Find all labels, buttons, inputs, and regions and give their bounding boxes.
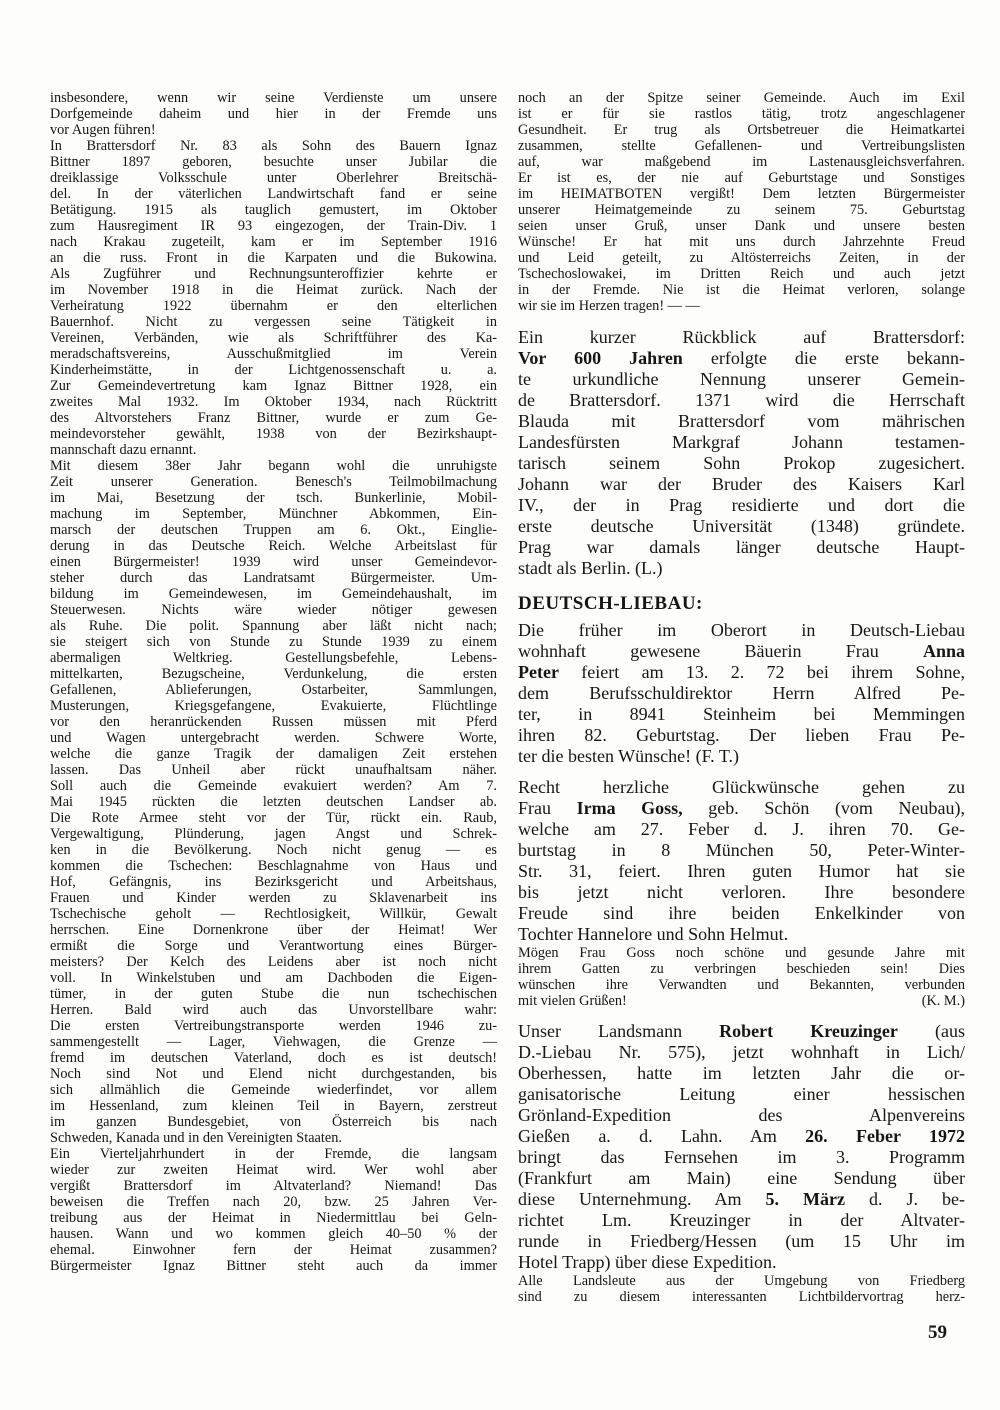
text-line: sie steigert sich von Stunde zu Stunde 1939 zu einem: [50, 634, 497, 650]
text-line: einen Bürgermeister! 1939 wird unser Gemeindevor-: [50, 554, 497, 570]
text-line: fremd im deutschen Vaterland, doch es ist deutsch!: [50, 1050, 497, 1066]
text-line: des Altvorstehers Franz Bittner, wurde er zum Ge-: [50, 410, 497, 426]
text-line: de Brattersdorf. 1371 wird die Herrschaft: [518, 390, 965, 410]
text-line: sind zu diesem interessanten Lichtbildervortrag herz-: [518, 1289, 965, 1305]
text-line: auf, war maßgebend im Lastenausgleichsverfahren.: [518, 154, 965, 170]
text-line: vor den heranrückenden Russen müssen mit Pferd: [50, 714, 497, 730]
text-line: Blauda mit Brattersdorf vom mährischen: [518, 411, 965, 431]
text-line: In Brattersdorf Nr. 83 als Sohn des Bauern Ignaz: [50, 138, 497, 154]
paragraph: [50, 458, 497, 1146]
text-line: del. In der väterlichen Landwirtschaft fand er seine: [50, 186, 497, 202]
text-line: Noch sind Not und Elend nicht durchgestanden, bis: [50, 1066, 497, 1082]
text-line: erste deutsche Universität (1348) gründete.: [518, 516, 965, 536]
text-line: bis jetzt nicht verloren. Ihre besondere: [518, 882, 965, 902]
text-line: Hotel Trapp) über diese Expedition.: [518, 1252, 777, 1272]
section-heading-deutsch-liebau: DEUTSCH-LIEBAU:: [518, 593, 703, 614]
text-line: seien unser Gruß, unser Dank und unsere besten: [518, 218, 965, 234]
paragraph-kreuzinger: [518, 1021, 965, 1273]
text-line: burtstag in 8 München 50, Peter-Winter-: [518, 840, 965, 860]
text-line: im Hessenland, zum kleinen Teil in Bayern, zerstreut: [50, 1098, 497, 1114]
text-line: mannschaft dazu ernannt.: [50, 442, 197, 458]
text-line: Gefallenen, Ablieferungen, Ostarbeiter, Sammlungen,: [50, 682, 497, 698]
text-line: ist er für sie rastlos tätig, trotz angeschlagener: [518, 106, 965, 122]
text-line: Gesundheit. Er trug als Ortsbetreuer die Heimatkartei: [518, 122, 965, 138]
text-line: Verheiratung 1922 übernahm er den elterlichen: [50, 298, 497, 314]
text-line: abermaligen Weltkrieg. Gestellungsbefehle, Lebens-: [50, 650, 497, 666]
text-line: te urkundliche Nennung unserer Gemein-: [518, 369, 965, 389]
text-line: ganisatorische Leitung einer hessischen: [518, 1084, 965, 1104]
paragraph-irma-goss: [518, 777, 965, 945]
text-line: Gießen a. d. Lahn. Am 26. Feber 1972: [518, 1126, 965, 1146]
text-line: (Frankfurt am Main) eine Sendung über: [518, 1168, 965, 1188]
text-line: Steuerwesen. Nichts wäre wieder nötiger gewesen: [50, 602, 497, 618]
text-line: Tschechoslowakei, im Dritten Reich und auch jetzt: [518, 266, 965, 282]
text-line: Herren. Bald wird auch das Unvorstellbare wahr:: [50, 1002, 497, 1018]
text-line: Mögen Frau Goss noch schöne und gesunde Jahre mit: [518, 945, 965, 961]
paragraph: [518, 90, 965, 314]
text-line: an die russ. Front in die Karpaten und die Bukowina.: [50, 250, 497, 266]
text-line: bringt das Fernsehen im 3. Programm: [518, 1147, 965, 1167]
text-line: richtet Lm. Kreuzinger in der Altvater-: [518, 1210, 965, 1230]
text-line: stadt als Berlin. (L.): [518, 558, 663, 578]
paragraph-friedberg-invite: [518, 1273, 965, 1305]
text-line: ihren 82. Geburtstag. Der lieben Frau Pe-: [518, 725, 965, 745]
text-line: Frau Irma Goss, geb. Schön (vom Neubau),: [518, 798, 965, 818]
text-line: meradschaftsvereins, Ausschußmitglied im Verein: [50, 346, 497, 362]
text-line: Str. 31, feiert. Ihren guten Humor hat sie: [518, 861, 965, 881]
left-column: [50, 90, 497, 1305]
text-line: ehemal. Einwohner fern der Heimat zusammen?: [50, 1242, 497, 1258]
text-line: dreiklassige Volksschule unter Oberlehrer Breitschä-: [50, 170, 497, 186]
text-line: dem Berufsschuldirektor Herrn Alfred Pe-: [518, 683, 965, 703]
text-line: Die früher im Oberort in Deutsch-Liebau: [518, 620, 965, 640]
text-line: meisters? Der Kelch des Leidens aber ist noch nicht: [50, 954, 497, 970]
text-line: Grönland-Expedition des Alpenvereins: [518, 1105, 965, 1125]
text-line: Wünsche! Er hat mit uns durch Jahrzehnte Freud: [518, 234, 965, 250]
text-line: wieder zur zweiten Heimat wird. Wer wohl aber: [50, 1162, 497, 1178]
text-line: Die ersten Vertreibungstransporte werden 1946 zu-: [50, 1018, 497, 1034]
text-line: meindevorsteher gewählt, 1938 von der Bezirkshaupt-: [50, 426, 497, 442]
text-line: mittelkarten, Bezugscheine, Verdunkelung, die ersten: [50, 666, 497, 682]
text-line: Mai 1945 rückten die letzten deutschen Landser ab.: [50, 794, 497, 810]
text-line: welche am 27. Feber d. J. ihren 70. Ge-: [518, 819, 965, 839]
text-line: Soll auch die Gemeinde evakuiert werden? Am 7.: [50, 778, 497, 794]
text-line: Dorfgemeinde daheim und hier in der Fremde uns: [50, 106, 497, 122]
text-line: und Wagen untergebracht werden. Schwere Worte,: [50, 730, 497, 746]
text-line: bildung im Gemeindewesen, im Gemeindehaushalt, im: [50, 586, 497, 602]
text-columns: [50, 90, 965, 1305]
text-line: lassen. Das Unheil aber rückt unaufhaltsam näher.: [50, 762, 497, 778]
text-line: nach Krakau zugeteilt, kam er im September 1916: [50, 234, 497, 250]
text-line: Zur Gemeindevertretung kam Ignaz Bittner 1928, ein: [50, 378, 497, 394]
text-line: Kinderheimstätte, in der Lichtgenossenschaft u. a.: [50, 362, 497, 378]
text-line: Oberhessen, hatte im letzten Jahr die or-: [518, 1063, 965, 1083]
text-line: Die Rote Armee steht vor der Tür, rückt ein. Raub,: [50, 810, 497, 826]
text-line: Betätigung. 1915 als tauglich gemustert, im Oktober: [50, 202, 497, 218]
text-line: im ganzen Bundesgebiet, von Österreich bis nach: [50, 1114, 497, 1130]
text-line: sich allmählich die Gemeinde wiederfindet, vor allem: [50, 1082, 497, 1098]
text-line: Peter feiert am 13. 2. 72 bei ihrem Sohne,: [518, 662, 965, 682]
text-line: runde in Friedberg/Hessen (um 15 Uhr im: [518, 1231, 965, 1251]
text-line: ter, in 8941 Steinheim bei Memmingen: [518, 704, 965, 724]
text-line: Ein Vierteljahrhundert in der Fremde, die langsam: [50, 1146, 497, 1162]
text-line: ermißt die Sorge und Verantwortung eines Bürger-: [50, 938, 497, 954]
text-line: Unser Landsmann Robert Kreuzinger (aus: [518, 1021, 965, 1041]
text-line: Vergewaltigung, Plünderung, jagen Angst und Schrek-: [50, 826, 497, 842]
text-line: Bittner 1897 geboren, besuchte unser Jubilar die: [50, 154, 497, 170]
right-column: [518, 90, 965, 1305]
text-line: im HEIMATBOTEN vergißt! Dem letzten Bürgermeister: [518, 186, 965, 202]
text-line: derung in das Deutsche Reich. Welche Arbeitslast für: [50, 538, 497, 554]
text-line: Bürgermeister Ignaz Bittner steht auch da immer: [50, 1258, 497, 1274]
text-line: marsch der deutschen Truppen am 6. Okt., Einglie-: [50, 522, 497, 538]
text-line: Frauen und Kinder werden zu Sklavenarbeit ins: [50, 890, 497, 906]
text-line: Schweden, Kanada und in den Vereinigten Staaten.: [50, 1130, 342, 1146]
text-line: Bauernhof. Nicht zu vergessen seine Tätigkeit in: [50, 314, 497, 330]
paragraph: [50, 90, 497, 138]
text-line: als Ruhe. Die polit. Spannung aber läßt nicht nach;: [50, 618, 497, 634]
paragraph: [50, 1146, 497, 1274]
text-line: Vereinen, Verbänden, wie als Schriftführer des Ka-: [50, 330, 497, 346]
text-line: Zeit unserer Generation. Benesch's Teilmobilmachung: [50, 474, 497, 490]
text-line: wir sie im Herzen tragen! — —: [518, 298, 700, 314]
text-line: Ein kurzer Rückblick auf Brattersdorf:: [518, 327, 965, 347]
text-line: diese Unternehmung. Am 5. März d. J. be-: [518, 1189, 965, 1209]
page-number: 59: [928, 1322, 947, 1343]
text-line: zweites Mal 1932. Im Oktober 1934, nach Rücktritt: [50, 394, 497, 410]
paragraph-anna-peter: [518, 620, 965, 767]
paragraph-rueckblick: [518, 327, 965, 579]
text-line: ken in die Bevölkerung. Noch nicht genug — es: [50, 842, 497, 858]
text-line: im November 1918 in die Heimat zurück. Nach der: [50, 282, 497, 298]
text-line: treibung aus der Heimat in Niedermittlau bei Geln-: [50, 1210, 497, 1226]
paragraph: [50, 138, 497, 458]
text-line: D.-Liebau Nr. 575), jetzt wohnhaft in Lich/: [518, 1042, 965, 1062]
text-line: welche die ganze Tragik der damaligen Zeit erstehen: [50, 746, 497, 762]
text-line: ter die besten Wünsche! (F. T.): [518, 746, 739, 766]
text-line: Recht herzliche Glückwünsche gehen zu: [518, 777, 965, 797]
text-line: in der Fremde. Nie ist die Heimat verloren, solange: [518, 282, 965, 298]
text-line: Tschechische geholt — Rechtlosigkeit, Willkür, Gewalt: [50, 906, 497, 922]
text-line: hausen. Wann und wo kommen gleich 40–50 % der: [50, 1226, 497, 1242]
text-line: vergißt Brattersdorf im Altvaterland? Niemand! Das: [50, 1178, 497, 1194]
paragraph-goss-wishes: [518, 945, 965, 1009]
text-line: Freude sind ihre beiden Enkelkinder von: [518, 903, 965, 923]
text-line: Als Zugführer und Rechnungsunteroffizier kehrte er: [50, 266, 497, 282]
text-line: tümer, in der guten Stube die nun tschechischen: [50, 986, 497, 1002]
text-line: Tochter Hannelore und Sohn Helmut.: [518, 924, 789, 944]
text-line: und Leid geteilt, zu Altösterreichs Zeiten, in der: [518, 250, 965, 266]
text-line: Musterungen, Kriegsgefangene, Evakuierte, Flüchtlinge: [50, 698, 497, 714]
text-line: beweisen die Treffen nach 20, bzw. 25 Jahren Ver-: [50, 1194, 497, 1210]
text-line: mit vielen Grüßen! (K. M.): [518, 993, 965, 1009]
text-line: tarisch seinem Sohn Prokop zugesichert.: [518, 453, 965, 473]
text-line: unserer Heimatgemeinde zu seinem 75. Geburtstag: [518, 202, 965, 218]
text-line: Mit diesem 38er Jahr begann wohl die unruhigste: [50, 458, 497, 474]
text-line: Landesfürsten Markgraf Johann testamen-: [518, 432, 965, 452]
text-line: wünschen ihre Verwandten und Bekannten, verbunden: [518, 977, 965, 993]
text-line: Prag war damals länger deutsche Haupt-: [518, 537, 965, 557]
text-line: Alle Landsleute aus der Umgebung von Friedberg: [518, 1273, 965, 1289]
text-line: zum Hausregiment IR 93 eingezogen, der Train-Div. 1: [50, 218, 497, 234]
text-line: sammengestellt — Lager, Viehwagen, die Grenze —: [50, 1034, 497, 1050]
text-line: Hof, Gefängnis, ins Bezirksgericht und Arbeitshaus,: [50, 874, 497, 890]
text-line: Johann war der Bruder des Kaisers Karl: [518, 474, 965, 494]
text-line: Er ist es, der nie auf Geburtstage und Sonstiges: [518, 170, 965, 186]
text-line: ihrem Gatten zu verbringen beschieden sein! Dies: [518, 961, 965, 977]
text-line: im Mai, Besetzung der tsch. Bunkerlinie, Mobil-: [50, 490, 497, 506]
text-line: Vor 600 Jahren erfolgte die erste bekann-: [518, 348, 965, 368]
text-line: voll. In Winkelstuben und am Dachboden die Eigen-: [50, 970, 497, 986]
text-line: zusammen, stellte Gefallenen- und Vertreibungslisten: [518, 138, 965, 154]
text-line: noch an der Spitze seiner Gemeinde. Auch im Exil: [518, 90, 965, 106]
text-line: steher durch das Landratsamt Bürgermeister. Um-: [50, 570, 497, 586]
text-line: kommen die Tschechen: Beschlagnahme von Haus und: [50, 858, 497, 874]
text-line: wohnhaft gewesene Bäuerin Frau Anna: [518, 641, 965, 661]
text-line: insbesondere, wenn wir seine Verdienste um unsere: [50, 90, 497, 106]
text-line: IV., der in Prag residierte und dort die: [518, 495, 965, 515]
text-line: machung im September, Münchner Abkommen, Ein-: [50, 506, 497, 522]
text-line: vor Augen führen!: [50, 122, 156, 138]
text-line: herrschen. Eine Dornenkrone über der Heimat! Wer: [50, 922, 497, 938]
